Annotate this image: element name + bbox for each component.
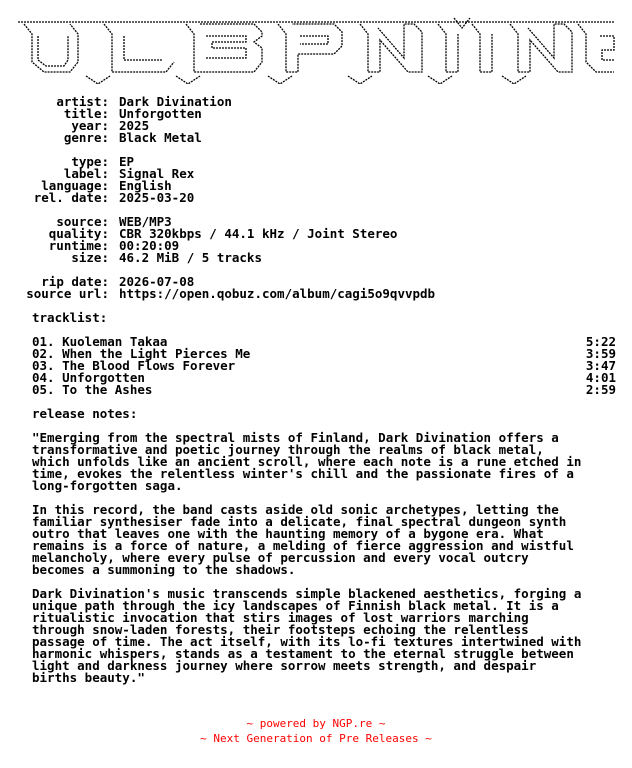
track-title: 01. Kuoleman Takaa xyxy=(32,334,168,349)
info-value: Unforgotten xyxy=(119,106,202,121)
tracklist-heading: tracklist: xyxy=(32,310,108,325)
info-row-size xyxy=(20,252,435,264)
info-value: EP xyxy=(119,154,135,169)
ngp-banner-logo xyxy=(16,14,616,84)
track-title: 04. Unforgotten xyxy=(32,370,145,385)
info-value: 00:20:09 xyxy=(119,238,180,253)
track-duration: 3:59 xyxy=(585,346,616,361)
info-value: 2025-03-20 xyxy=(119,190,195,205)
info-row-genre xyxy=(20,132,435,144)
info-label: rel. date: xyxy=(33,190,109,205)
info-label: source: xyxy=(56,214,109,229)
notes-paragraph: Dark Divination's music transcends simple blackened aesthetics, forging a unique path through the icy landscapes of Finnish black metal. It is a ritualistic invocation that stirs images of lost warriors marching through snow-laden forests, their footsteps echoing the relentless passage of time. The act itself, with its lo-fi textures intertwined with harmonic whispers, stands as a testament to the eternal struggle between light and darkness journey where sorrow meets strength, and despair births beauty." xyxy=(32,586,582,685)
info-label: genre: xyxy=(63,130,109,145)
info-label: label: xyxy=(63,166,109,181)
info-value: Signal Rex xyxy=(119,166,195,181)
track-title: 05. To the Ashes xyxy=(32,382,153,397)
footer-tagline: ~ Next Generation of Pre Releases ~ xyxy=(200,732,432,745)
info-value: CBR 320kbps / 44.1 kHz / Joint Stereo xyxy=(119,226,398,241)
info-value: 2026-07-08 xyxy=(119,274,195,289)
release-notes-heading: release notes: xyxy=(32,406,138,421)
info-value: 46.2 MiB / 5 tracks xyxy=(119,250,262,265)
info-label: year: xyxy=(71,118,109,133)
info-value: Black Metal xyxy=(119,130,202,145)
info-row-source-url xyxy=(20,288,435,300)
info-value: 2025 xyxy=(119,118,150,133)
track-duration: 5:22 xyxy=(585,334,616,349)
notes-paragraph: In this record, the band casts aside old sonic archetypes, letting the familiar synthesiser fade into a delicate, final spectral dungeon synth outro that leaves one with the haunting memory of a bygone era. What remains is a force of nature, a melding of fierce aggression and wistful melancholy, where every pulse of percussion and every vocal outcry becomes a summoning to the shadows. xyxy=(32,502,574,577)
footer-powered-by-link[interactable]: ~ powered by NGP.re ~ xyxy=(246,717,386,730)
release-notes xyxy=(32,432,620,696)
track-title: 03. The Blood Flows Forever xyxy=(32,358,236,373)
info-label: size: xyxy=(71,250,109,265)
release-info xyxy=(20,96,435,300)
track-title: 02. When the Light Pierces Me xyxy=(32,346,251,361)
track-duration: 2:59 xyxy=(585,382,616,397)
info-label: rip date: xyxy=(41,274,109,289)
info-value: English xyxy=(119,178,172,193)
info-label: language: xyxy=(41,178,109,193)
track-duration: 3:47 xyxy=(585,358,616,373)
source-url-link[interactable]: https://open.qobuz.com/album/cagi5o9qvvpdb xyxy=(119,286,436,301)
info-value: Dark Divination xyxy=(119,94,232,109)
info-label: quality: xyxy=(48,226,109,241)
info-label: runtime: xyxy=(48,238,109,253)
track-duration: 4:01 xyxy=(585,370,616,385)
info-label: type: xyxy=(71,154,109,169)
info-label: title: xyxy=(63,106,109,121)
footer xyxy=(0,716,632,746)
info-value: WEB/MP3 xyxy=(119,214,172,229)
info-row-rel-date xyxy=(20,192,435,204)
notes-paragraph: "Emerging from the spectral mists of Finland, Dark Divination offers a transformative and poetic journey through the realms of black metal, which unfolds like an ancient scroll, where each note is a rune etched in time, evokes the relentless winter's chill and the passionate fires of a long-forgotten saga. xyxy=(32,430,582,493)
info-label: source url: xyxy=(26,286,109,301)
info-label: artist: xyxy=(56,94,109,109)
track-row xyxy=(32,384,616,396)
tracklist xyxy=(32,336,616,396)
